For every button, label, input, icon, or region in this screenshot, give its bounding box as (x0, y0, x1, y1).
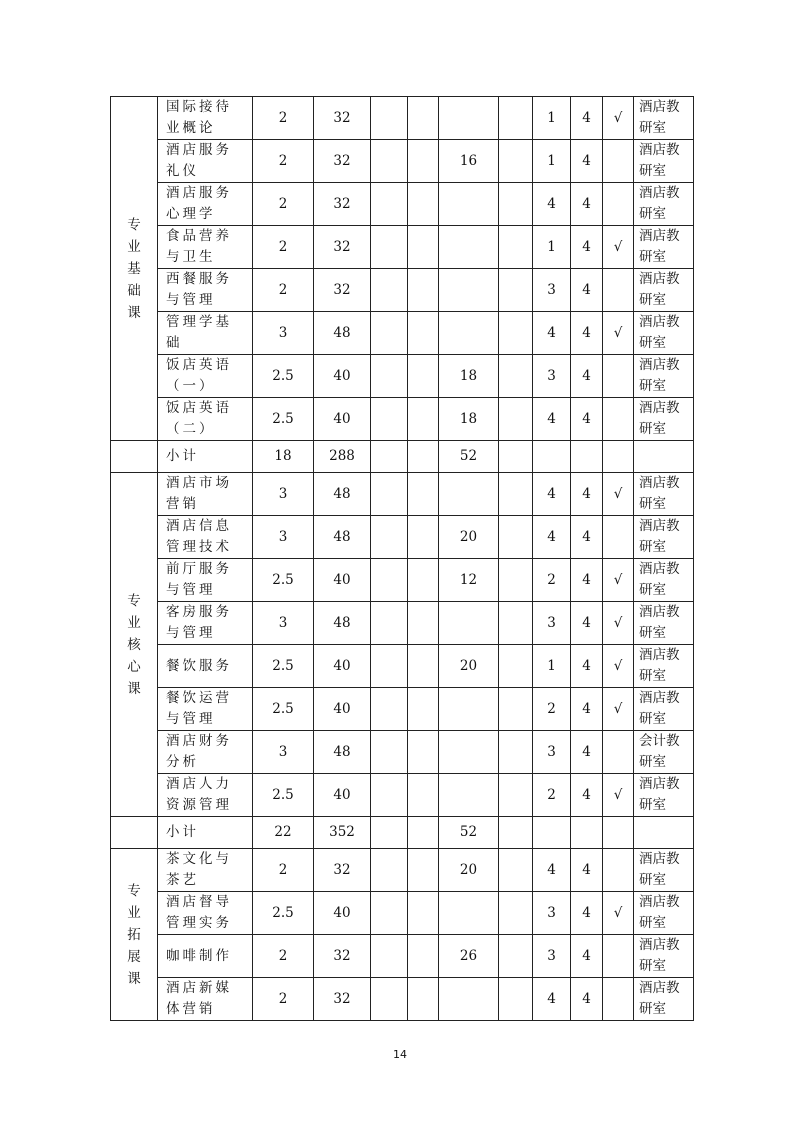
category-char: 心 (127, 658, 141, 675)
blank-cell (408, 978, 439, 1021)
practice-hours-cell (439, 97, 499, 140)
category-char: 专 (127, 882, 141, 899)
blank-cell (371, 269, 408, 312)
core-mark-cell: √ (603, 602, 634, 645)
category-char: 专 (127, 216, 141, 233)
blank-cell (499, 355, 533, 398)
blank-cell (371, 398, 408, 441)
blank-cell (408, 355, 439, 398)
hours-cell: 40 (314, 688, 371, 731)
semester-cell: 3 (533, 892, 571, 935)
core-mark-cell: √ (603, 892, 634, 935)
credits-cell: 3 (253, 516, 314, 559)
semester-cell: 4 (533, 849, 571, 892)
blank-cell (408, 935, 439, 978)
course-name: 酒店市场营销 (158, 473, 253, 516)
department-cell: 酒店教研室 (634, 269, 694, 312)
page-number: 14 (393, 1048, 407, 1061)
course-name: 咖啡制作 (158, 935, 253, 978)
blank-cell (371, 140, 408, 183)
table-row (111, 269, 694, 312)
blank-cell (371, 473, 408, 516)
blank-cell (408, 183, 439, 226)
subtotal-credits: 22 (253, 817, 314, 849)
blank-cell (408, 140, 439, 183)
blank-cell (371, 849, 408, 892)
weekly-hours-cell: 4 (571, 935, 603, 978)
department-cell: 酒店教研室 (634, 602, 694, 645)
blank-cell (499, 473, 533, 516)
practice-hours-cell (439, 731, 499, 774)
department-cell: 酒店教研室 (634, 559, 694, 602)
department-cell: 酒店教研室 (634, 398, 694, 441)
category-char: 核 (127, 636, 141, 653)
blank-cell (603, 441, 634, 473)
semester-cell: 4 (533, 183, 571, 226)
course-name: 饭店英语（一） (158, 355, 253, 398)
weekly-hours-cell: 4 (571, 226, 603, 269)
practice-hours-cell (439, 978, 499, 1021)
blank-cell (499, 559, 533, 602)
blank-cell (499, 817, 533, 849)
semester-cell: 3 (533, 269, 571, 312)
practice-hours-cell (439, 774, 499, 817)
core-mark-cell (603, 355, 634, 398)
department-cell: 酒店教研室 (634, 688, 694, 731)
core-mark-cell (603, 935, 634, 978)
table-row (111, 516, 694, 559)
weekly-hours-cell: 4 (571, 645, 603, 688)
table-body (111, 97, 694, 1021)
credits-cell: 2 (253, 269, 314, 312)
subtotal-credits: 18 (253, 441, 314, 473)
core-mark-cell (603, 398, 634, 441)
credits-cell: 2.5 (253, 688, 314, 731)
blank-cell (533, 441, 571, 473)
hours-cell: 48 (314, 473, 371, 516)
course-name: 茶文化与茶艺 (158, 849, 253, 892)
semester-cell: 1 (533, 645, 571, 688)
core-mark-cell: √ (603, 226, 634, 269)
weekly-hours-cell: 4 (571, 97, 603, 140)
semester-cell: 2 (533, 559, 571, 602)
blank-cell (408, 849, 439, 892)
credits-cell: 3 (253, 602, 314, 645)
blank-cell (371, 355, 408, 398)
blank-cell (371, 935, 408, 978)
weekly-hours-cell: 4 (571, 688, 603, 731)
blank-cell (499, 978, 533, 1021)
category-char: 课 (127, 970, 141, 987)
blank-cell (371, 731, 408, 774)
hours-cell: 48 (314, 516, 371, 559)
blank-cell (499, 140, 533, 183)
core-mark-cell: √ (603, 688, 634, 731)
course-name: 食品营养与卫生 (158, 226, 253, 269)
blank-cell (408, 602, 439, 645)
hours-cell: 32 (314, 849, 371, 892)
course-name: 餐饮运营与管理 (158, 688, 253, 731)
blank-cell (634, 817, 694, 849)
blank-cell (499, 731, 533, 774)
blank-cell (371, 774, 408, 817)
department-cell: 酒店教研室 (634, 226, 694, 269)
credits-cell: 2 (253, 97, 314, 140)
blank-cell (408, 892, 439, 935)
blank-cell (499, 312, 533, 355)
semester-cell: 1 (533, 97, 571, 140)
course-name: 酒店新媒体营销 (158, 978, 253, 1021)
credits-cell: 2 (253, 849, 314, 892)
blank-cell (499, 441, 533, 473)
blank-cell (371, 441, 408, 473)
credits-cell: 2 (253, 978, 314, 1021)
subtotal-label: 小计 (158, 817, 253, 849)
course-name: 酒店财务分析 (158, 731, 253, 774)
semester-cell: 4 (533, 516, 571, 559)
practice-hours-cell (439, 688, 499, 731)
core-mark-cell: √ (603, 559, 634, 602)
blank-cell (371, 97, 408, 140)
practice-hours-cell (439, 602, 499, 645)
department-cell: 会计教研室 (634, 731, 694, 774)
blank-cell (634, 441, 694, 473)
course-table (110, 96, 694, 1021)
course-name: 饭店英语（二） (158, 398, 253, 441)
semester-cell: 4 (533, 398, 571, 441)
weekly-hours-cell: 4 (571, 774, 603, 817)
hours-cell: 32 (314, 183, 371, 226)
table-row (111, 645, 694, 688)
blank-cell (408, 269, 439, 312)
weekly-hours-cell: 4 (571, 269, 603, 312)
core-mark-cell (603, 140, 634, 183)
blank-cell (408, 441, 439, 473)
hours-cell: 32 (314, 935, 371, 978)
table-row (111, 731, 694, 774)
practice-hours-cell: 26 (439, 935, 499, 978)
hours-cell: 40 (314, 559, 371, 602)
semester-cell: 4 (533, 312, 571, 355)
weekly-hours-cell: 4 (571, 398, 603, 441)
blank-cell (499, 849, 533, 892)
blank-cell (371, 559, 408, 602)
practice-hours-cell: 20 (439, 849, 499, 892)
blank-cell (499, 269, 533, 312)
department-cell: 酒店教研室 (634, 774, 694, 817)
subtotal-practice: 52 (439, 441, 499, 473)
subtotal-hours: 352 (314, 817, 371, 849)
blank-cell (408, 688, 439, 731)
hours-cell: 48 (314, 731, 371, 774)
semester-cell: 2 (533, 688, 571, 731)
weekly-hours-cell: 4 (571, 849, 603, 892)
practice-hours-cell (439, 892, 499, 935)
semester-cell: 3 (533, 602, 571, 645)
hours-cell: 40 (314, 774, 371, 817)
blank-cell (571, 441, 603, 473)
semester-cell: 4 (533, 978, 571, 1021)
subtotal-label: 小计 (158, 441, 253, 473)
blank-cell (371, 892, 408, 935)
department-cell: 酒店教研室 (634, 312, 694, 355)
blank-cell (499, 97, 533, 140)
blank-cell (408, 473, 439, 516)
credits-cell: 2 (253, 935, 314, 978)
category-cell (111, 473, 158, 817)
blank-cell (499, 892, 533, 935)
core-mark-cell: √ (603, 645, 634, 688)
weekly-hours-cell: 4 (571, 355, 603, 398)
hours-cell: 32 (314, 226, 371, 269)
category-cell (111, 849, 158, 1021)
practice-hours-cell (439, 183, 499, 226)
course-name: 客房服务与管理 (158, 602, 253, 645)
course-name: 酒店信息管理技术 (158, 516, 253, 559)
blank-cell (571, 817, 603, 849)
course-name: 酒店督导管理实务 (158, 892, 253, 935)
subtotal-row (111, 817, 694, 849)
blank-cell (408, 645, 439, 688)
blank-cell (408, 516, 439, 559)
category-char: 课 (127, 304, 141, 321)
blank-cell (408, 817, 439, 849)
course-name: 酒店服务心理学 (158, 183, 253, 226)
credits-cell: 2.5 (253, 355, 314, 398)
hours-cell: 40 (314, 892, 371, 935)
hours-cell: 32 (314, 269, 371, 312)
credits-cell: 3 (253, 312, 314, 355)
table-row (111, 559, 694, 602)
department-cell: 酒店教研室 (634, 849, 694, 892)
credits-cell: 3 (253, 731, 314, 774)
blank-cell (499, 602, 533, 645)
blank-cell (499, 645, 533, 688)
blank-cell (408, 559, 439, 602)
semester-cell: 2 (533, 774, 571, 817)
table-row (111, 774, 694, 817)
course-name: 餐饮服务 (158, 645, 253, 688)
semester-cell: 3 (533, 935, 571, 978)
course-name: 酒店服务礼仪 (158, 140, 253, 183)
practice-hours-cell (439, 312, 499, 355)
blank-cell (371, 602, 408, 645)
credits-cell: 2.5 (253, 774, 314, 817)
hours-cell: 40 (314, 355, 371, 398)
category-char: 业 (127, 614, 141, 631)
core-mark-cell (603, 516, 634, 559)
table-row (111, 849, 694, 892)
core-mark-cell (603, 731, 634, 774)
blank-cell (499, 183, 533, 226)
department-cell: 酒店教研室 (634, 97, 694, 140)
subtotal-practice: 52 (439, 817, 499, 849)
blank-cell (533, 817, 571, 849)
blank-cell (499, 774, 533, 817)
practice-hours-cell: 18 (439, 355, 499, 398)
practice-hours-cell: 20 (439, 645, 499, 688)
semester-cell: 1 (533, 226, 571, 269)
course-name: 酒店人力资源管理 (158, 774, 253, 817)
table-row (111, 355, 694, 398)
practice-hours-cell: 18 (439, 398, 499, 441)
category-char: 业 (127, 238, 141, 255)
practice-hours-cell: 16 (439, 140, 499, 183)
weekly-hours-cell: 4 (571, 473, 603, 516)
core-mark-cell (603, 849, 634, 892)
table-row (111, 892, 694, 935)
blank-cell (408, 774, 439, 817)
core-mark-cell (603, 978, 634, 1021)
subtotal-hours: 288 (314, 441, 371, 473)
credits-cell: 2.5 (253, 398, 314, 441)
blank-cell (371, 183, 408, 226)
category-char: 展 (127, 948, 141, 965)
blank-cell (408, 226, 439, 269)
practice-hours-cell (439, 269, 499, 312)
department-cell: 酒店教研室 (634, 355, 694, 398)
semester-cell: 4 (533, 473, 571, 516)
practice-hours-cell: 20 (439, 516, 499, 559)
core-mark-cell (603, 183, 634, 226)
blank-cell (371, 645, 408, 688)
category-char: 拓 (127, 926, 141, 943)
semester-cell: 1 (533, 140, 571, 183)
weekly-hours-cell: 4 (571, 140, 603, 183)
core-mark-cell (603, 269, 634, 312)
credits-cell: 2 (253, 140, 314, 183)
blank-cell (408, 398, 439, 441)
blank-cell (499, 226, 533, 269)
category-char: 专 (127, 592, 141, 609)
table-row (111, 688, 694, 731)
category-char: 基 (127, 260, 141, 277)
weekly-hours-cell: 4 (571, 516, 603, 559)
credits-cell: 2.5 (253, 892, 314, 935)
core-mark-cell: √ (603, 774, 634, 817)
blank-cell (111, 817, 158, 849)
table-row (111, 226, 694, 269)
weekly-hours-cell: 4 (571, 602, 603, 645)
blank-cell (371, 312, 408, 355)
department-cell: 酒店教研室 (634, 140, 694, 183)
hours-cell: 32 (314, 140, 371, 183)
table-row (111, 97, 694, 140)
category-char: 业 (127, 904, 141, 921)
credits-cell: 3 (253, 473, 314, 516)
table-row (111, 602, 694, 645)
table-row (111, 312, 694, 355)
blank-cell (499, 935, 533, 978)
semester-cell: 3 (533, 355, 571, 398)
weekly-hours-cell: 4 (571, 978, 603, 1021)
department-cell: 酒店教研室 (634, 516, 694, 559)
semester-cell: 3 (533, 731, 571, 774)
blank-cell (499, 688, 533, 731)
subtotal-row (111, 441, 694, 473)
table-row (111, 140, 694, 183)
credits-cell: 2.5 (253, 559, 314, 602)
practice-hours-cell (439, 473, 499, 516)
blank-cell (371, 978, 408, 1021)
core-mark-cell: √ (603, 97, 634, 140)
hours-cell: 48 (314, 602, 371, 645)
table-row (111, 398, 694, 441)
blank-cell (371, 516, 408, 559)
blank-cell (499, 398, 533, 441)
category-char: 础 (127, 282, 141, 299)
weekly-hours-cell: 4 (571, 892, 603, 935)
credits-cell: 2.5 (253, 645, 314, 688)
hours-cell: 40 (314, 398, 371, 441)
department-cell: 酒店教研室 (634, 645, 694, 688)
table-row (111, 935, 694, 978)
blank-cell (603, 817, 634, 849)
table-row (111, 978, 694, 1021)
course-name: 管理学基础 (158, 312, 253, 355)
blank-cell (371, 688, 408, 731)
department-cell: 酒店教研室 (634, 935, 694, 978)
table-row (111, 473, 694, 516)
practice-hours-cell (439, 226, 499, 269)
weekly-hours-cell: 4 (571, 312, 603, 355)
hours-cell: 40 (314, 645, 371, 688)
core-mark-cell: √ (603, 312, 634, 355)
blank-cell (371, 817, 408, 849)
category-cell (111, 97, 158, 441)
course-name: 西餐服务与管理 (158, 269, 253, 312)
core-mark-cell: √ (603, 473, 634, 516)
blank-cell (408, 731, 439, 774)
weekly-hours-cell: 4 (571, 731, 603, 774)
department-cell: 酒店教研室 (634, 473, 694, 516)
weekly-hours-cell: 4 (571, 559, 603, 602)
hours-cell: 32 (314, 97, 371, 140)
credits-cell: 2 (253, 183, 314, 226)
category-char: 课 (127, 680, 141, 697)
course-name: 国际接待业概论 (158, 97, 253, 140)
course-name: 前厅服务与管理 (158, 559, 253, 602)
hours-cell: 48 (314, 312, 371, 355)
department-cell: 酒店教研室 (634, 892, 694, 935)
table-row (111, 183, 694, 226)
blank-cell (408, 97, 439, 140)
blank-cell (408, 312, 439, 355)
department-cell: 酒店教研室 (634, 978, 694, 1021)
credits-cell: 2 (253, 226, 314, 269)
practice-hours-cell: 12 (439, 559, 499, 602)
blank-cell (111, 441, 158, 473)
weekly-hours-cell: 4 (571, 183, 603, 226)
hours-cell: 32 (314, 978, 371, 1021)
blank-cell (499, 516, 533, 559)
blank-cell (371, 226, 408, 269)
department-cell: 酒店教研室 (634, 183, 694, 226)
